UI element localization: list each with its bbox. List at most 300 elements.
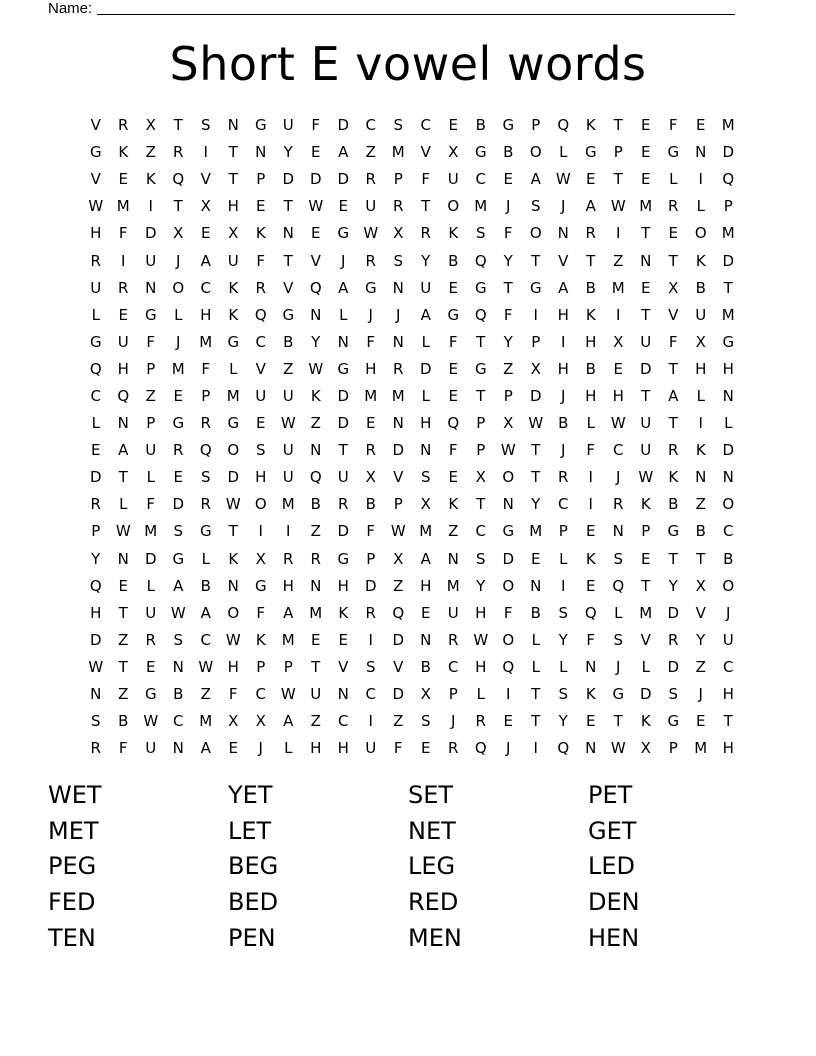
grid-letter: D	[337, 116, 350, 135]
grid-letter: G	[722, 332, 735, 351]
grid-letter: B	[695, 278, 706, 297]
grid-letter: F	[118, 224, 128, 243]
grid-letter: H	[90, 224, 102, 243]
grid-letter: K	[640, 712, 651, 731]
grid-letter: G	[172, 549, 185, 568]
grid-letter: Q	[89, 576, 102, 595]
grid-letter: F	[503, 603, 513, 622]
grid-letter: E	[421, 739, 431, 758]
grid-letter: G	[337, 549, 350, 568]
grid-row	[82, 681, 742, 708]
grid-letter: R	[668, 630, 679, 649]
grid-letter: L	[339, 305, 348, 324]
grid-letter: U	[722, 630, 734, 649]
grid-letter: K	[448, 224, 459, 243]
word-bank-item: PET	[588, 780, 633, 809]
grid-letter: U	[90, 278, 102, 297]
grid-letter: E	[613, 359, 623, 378]
grid-letter: D	[227, 468, 240, 487]
grid-letter: C	[255, 685, 266, 704]
grid-letter: X	[420, 685, 431, 704]
grid-letter: D	[502, 549, 515, 568]
grid-letter: Y	[503, 332, 513, 351]
grid-letter: X	[365, 468, 376, 487]
grid-letter: O	[722, 495, 735, 514]
grid-letter: P	[531, 332, 541, 351]
grid-letter: R	[668, 197, 679, 216]
grid-letter: M	[281, 495, 295, 514]
grid-letter: Z	[145, 143, 156, 162]
name-label: Name:	[48, 0, 93, 17]
grid-letter: T	[476, 332, 486, 351]
grid-letter: T	[531, 251, 541, 270]
grid-letter: W	[390, 522, 406, 541]
grid-letter: S	[558, 603, 569, 622]
grid-letter: A	[118, 441, 129, 460]
grid-row	[82, 518, 742, 545]
grid-letter: C	[200, 278, 211, 297]
word-bank-item: YET	[228, 780, 273, 809]
grid-letter: J	[258, 739, 263, 758]
grid-letter: J	[368, 305, 373, 324]
word-bank-item: LET	[228, 816, 272, 845]
grid-letter: F	[201, 359, 211, 378]
grid-letter: H	[420, 414, 432, 433]
grid-letter: Z	[613, 251, 624, 270]
word-bank-item: RED	[408, 888, 459, 917]
grid-letter: S	[393, 116, 404, 135]
grid-letter: D	[529, 386, 542, 405]
grid-letter: P	[393, 495, 403, 514]
grid-letter: Z	[393, 576, 404, 595]
grid-letter: D	[722, 143, 735, 162]
grid-letter: G	[89, 143, 102, 162]
grid-letter: Z	[365, 143, 376, 162]
grid-letter: D	[172, 495, 185, 514]
grid-letter: C	[173, 712, 184, 731]
grid-letter: T	[586, 251, 596, 270]
grid-letter: B	[723, 549, 734, 568]
grid-letter: W	[500, 441, 516, 460]
grid-letter: M	[364, 386, 378, 405]
grid-letter: W	[528, 414, 544, 433]
grid-letter: K	[640, 495, 651, 514]
grid-letter: C	[475, 170, 486, 189]
grid-letter: W	[225, 495, 241, 514]
grid-letter: D	[337, 522, 350, 541]
grid-letter: E	[586, 712, 596, 731]
grid-letter: K	[255, 224, 266, 243]
grid-row	[82, 139, 742, 166]
grid-letter: E	[448, 278, 458, 297]
grid-letter: P	[503, 386, 513, 405]
grid-letter: G	[667, 143, 680, 162]
grid-letter: E	[668, 224, 678, 243]
grid-letter: Z	[200, 685, 211, 704]
grid-letter: I	[616, 224, 621, 243]
grid-letter: R	[365, 441, 376, 460]
grid-letter: D	[639, 359, 652, 378]
grid-letter: B	[310, 495, 321, 514]
grid-letter: D	[309, 170, 322, 189]
grid-letter: L	[724, 414, 733, 433]
grid-letter: F	[503, 305, 513, 324]
word-bank-item: GET	[588, 816, 637, 845]
grid-row	[82, 600, 742, 627]
grid-letter: N	[90, 685, 102, 704]
grid-letter: R	[145, 630, 156, 649]
grid-letter: I	[121, 251, 126, 270]
grid-letter: O	[227, 603, 240, 622]
grid-letter: T	[311, 657, 321, 676]
grid-letter: T	[283, 197, 293, 216]
grid-letter: X	[228, 224, 239, 243]
grid-letter: M	[116, 197, 130, 216]
grid-letter: F	[366, 332, 376, 351]
grid-letter: N	[420, 441, 432, 460]
grid-letter: E	[421, 603, 431, 622]
grid-letter: A	[338, 278, 349, 297]
grid-letter: E	[338, 630, 348, 649]
grid-letter: D	[667, 657, 680, 676]
grid-letter: U	[310, 685, 322, 704]
grid-letter: T	[723, 278, 733, 297]
grid-letter: S	[420, 712, 431, 731]
grid-letter: U	[640, 414, 652, 433]
grid-letter: G	[144, 305, 157, 324]
grid-letter: V	[640, 630, 651, 649]
grid-letter: S	[475, 224, 486, 243]
grid-letter: G	[337, 224, 350, 243]
grid-letter: V	[200, 170, 211, 189]
grid-letter: I	[368, 630, 373, 649]
grid-letter: X	[668, 278, 679, 297]
grid-letter: U	[337, 468, 349, 487]
grid-letter: X	[448, 143, 459, 162]
grid-letter: E	[641, 278, 651, 297]
grid-letter: H	[200, 305, 212, 324]
grid-letter: S	[200, 468, 211, 487]
grid-letter: Z	[695, 657, 706, 676]
grid-letter: C	[613, 441, 624, 460]
grid-letter: D	[144, 549, 157, 568]
grid-letter: L	[669, 170, 678, 189]
grid-letter: X	[640, 739, 651, 758]
grid-letter: G	[612, 685, 625, 704]
grid-letter: V	[668, 305, 679, 324]
grid-letter: Q	[309, 278, 322, 297]
word-bank-item: TEN	[48, 924, 96, 953]
grid-letter: D	[667, 603, 680, 622]
grid-letter: U	[447, 170, 459, 189]
grid-letter: T	[118, 657, 128, 676]
grid-letter: I	[286, 522, 291, 541]
grid-letter: N	[722, 386, 734, 405]
word-bank-row	[48, 777, 768, 813]
grid-letter: J	[561, 441, 566, 460]
grid-letter: R	[585, 224, 596, 243]
grid-letter: E	[311, 630, 321, 649]
grid-letter: Q	[447, 414, 460, 433]
grid-letter: B	[530, 603, 541, 622]
grid-letter: I	[368, 712, 373, 731]
grid-letter: T	[613, 712, 623, 731]
grid-letter: X	[255, 549, 266, 568]
grid-letter: K	[145, 170, 156, 189]
grid-row	[82, 735, 742, 762]
grid-letter: N	[117, 414, 129, 433]
grid-letter: B	[200, 576, 211, 595]
grid-letter: G	[227, 332, 240, 351]
grid-letter: T	[531, 685, 541, 704]
word-bank-item: LEG	[408, 852, 456, 881]
grid-letter: W	[198, 657, 214, 676]
grid-letter: M	[639, 603, 653, 622]
grid-letter: T	[668, 549, 678, 568]
grid-letter: N	[585, 739, 597, 758]
grid-letter: P	[641, 522, 651, 541]
grid-letter: V	[90, 116, 101, 135]
grid-letter: A	[558, 278, 569, 297]
grid-letter: N	[337, 685, 349, 704]
grid-letter: M	[721, 305, 735, 324]
grid-letter: E	[503, 712, 513, 731]
grid-letter: N	[145, 278, 157, 297]
grid-letter: J	[561, 386, 566, 405]
grid-letter: E	[366, 414, 376, 433]
grid-letter: F	[118, 739, 128, 758]
grid-letter: E	[448, 468, 458, 487]
grid-letter: K	[228, 278, 239, 297]
grid-row	[82, 491, 742, 518]
grid-letter: N	[227, 116, 239, 135]
grid-letter: H	[310, 739, 322, 758]
grid-letter: Y	[696, 630, 706, 649]
grid-letter: L	[531, 657, 540, 676]
word-bank-item: WET	[48, 780, 102, 809]
grid-letter: Q	[612, 576, 625, 595]
grid-letter: A	[420, 549, 431, 568]
grid-letter: M	[281, 630, 295, 649]
name-line	[48, 0, 735, 20]
grid-letter: J	[176, 332, 181, 351]
grid-row	[82, 275, 742, 302]
word-bank-row	[48, 920, 768, 956]
grid-letter: B	[503, 143, 514, 162]
grid-letter: V	[695, 603, 706, 622]
grid-letter: H	[612, 386, 624, 405]
grid-letter: U	[282, 386, 294, 405]
grid-letter: A	[173, 576, 184, 595]
grid-letter: G	[254, 116, 267, 135]
grid-letter: T	[531, 468, 541, 487]
grid-letter: T	[723, 712, 733, 731]
grid-letter: I	[148, 197, 153, 216]
grid-letter: M	[721, 116, 735, 135]
grid-letter: F	[146, 332, 156, 351]
grid-letter: N	[695, 143, 707, 162]
grid-letter: P	[668, 739, 678, 758]
grid-letter: J	[726, 603, 731, 622]
grid-letter: I	[258, 522, 263, 541]
grid-letter: F	[256, 603, 266, 622]
grid-letter: R	[255, 278, 266, 297]
grid-letter: W	[555, 170, 571, 189]
grid-row	[82, 356, 742, 383]
grid-letter: R	[118, 278, 129, 297]
grid-letter: Z	[145, 386, 156, 405]
word-bank-item: SET	[408, 780, 454, 809]
grid-letter: F	[366, 522, 376, 541]
grid-letter: J	[451, 712, 456, 731]
grid-letter: U	[420, 278, 432, 297]
grid-letter: P	[448, 685, 458, 704]
grid-letter: E	[641, 116, 651, 135]
grid-letter: F	[586, 630, 596, 649]
grid-letter: R	[173, 143, 184, 162]
grid-letter: Z	[503, 359, 514, 378]
word-bank	[48, 777, 768, 956]
grid-letter: N	[447, 549, 459, 568]
grid-letter: R	[558, 468, 569, 487]
grid-letter: X	[613, 332, 624, 351]
grid-letter: K	[585, 549, 596, 568]
grid-letter: F	[228, 685, 238, 704]
grid-letter: L	[201, 549, 210, 568]
grid-letter: B	[475, 116, 486, 135]
grid-letter: M	[199, 332, 213, 351]
word-bank-item: DEN	[588, 888, 640, 917]
grid-letter: M	[144, 522, 158, 541]
grid-letter: P	[366, 549, 376, 568]
grid-letter: N	[172, 657, 184, 676]
grid-letter: K	[310, 386, 321, 405]
grid-letter: V	[338, 657, 349, 676]
grid-letter: C	[475, 522, 486, 541]
grid-letter: I	[561, 576, 566, 595]
grid-letter: A	[200, 251, 211, 270]
grid-letter: D	[392, 685, 405, 704]
grid-letter: V	[393, 468, 404, 487]
grid-letter: H	[282, 576, 294, 595]
grid-letter: T	[118, 603, 128, 622]
grid-letter: C	[255, 332, 266, 351]
grid-letter: S	[173, 522, 184, 541]
grid-letter: R	[283, 549, 294, 568]
grid-letter: U	[640, 441, 652, 460]
grid-letter: E	[118, 576, 128, 595]
grid-letter: V	[90, 170, 101, 189]
grid-letter: D	[144, 224, 157, 243]
grid-letter: E	[118, 305, 128, 324]
grid-letter: I	[616, 305, 621, 324]
grid-letter: O	[529, 224, 542, 243]
grid-letter: L	[229, 359, 238, 378]
grid-letter: C	[723, 657, 734, 676]
grid-row	[82, 410, 742, 437]
grid-letter: G	[364, 278, 377, 297]
grid-letter: H	[255, 468, 267, 487]
grid-letter: Y	[421, 251, 431, 270]
grid-letter: T	[668, 414, 678, 433]
grid-letter: U	[282, 468, 294, 487]
grid-letter: U	[145, 441, 157, 460]
grid-letter: D	[337, 414, 350, 433]
grid-letter: K	[118, 143, 129, 162]
grid-letter: P	[531, 116, 541, 135]
grid-letter: H	[585, 386, 597, 405]
grid-letter: G	[254, 576, 267, 595]
word-bank-row	[48, 849, 768, 885]
grid-letter: R	[118, 116, 129, 135]
grid-letter: E	[173, 468, 183, 487]
grid-letter: T	[283, 251, 293, 270]
grid-letter: Q	[557, 116, 570, 135]
grid-letter: N	[392, 414, 404, 433]
grid-letter: A	[530, 170, 541, 189]
grid-letter: B	[420, 657, 431, 676]
grid-letter: G	[584, 143, 597, 162]
grid-letter: X	[145, 116, 156, 135]
grid-letter: S	[530, 197, 541, 216]
grid-letter: B	[695, 522, 706, 541]
grid-letter: G	[667, 712, 680, 731]
grid-letter: S	[668, 685, 679, 704]
grid-letter: M	[529, 522, 543, 541]
grid-letter: T	[118, 468, 128, 487]
grid-letter: C	[558, 495, 569, 514]
grid-letter: S	[200, 116, 211, 135]
grid-letter: H	[475, 657, 487, 676]
grid-letter: T	[641, 386, 651, 405]
grid-letter: K	[255, 630, 266, 649]
grid-letter: U	[282, 116, 294, 135]
grid-letter: Y	[283, 143, 293, 162]
grid-letter: X	[695, 332, 706, 351]
word-bank-item: HEN	[588, 924, 640, 953]
grid-letter: M	[611, 278, 625, 297]
grid-letter: O	[227, 441, 240, 460]
grid-letter: F	[421, 170, 431, 189]
grid-letter: Q	[89, 359, 102, 378]
word-bank-item: MEN	[408, 924, 462, 953]
grid-letter: G	[199, 522, 212, 541]
grid-letter: M	[171, 359, 185, 378]
name-blank[interactable]	[97, 0, 735, 15]
grid-letter: U	[447, 603, 459, 622]
grid-letter: B	[668, 495, 679, 514]
grid-letter: I	[698, 414, 703, 433]
grid-letter: L	[614, 603, 623, 622]
grid-letter: A	[200, 603, 211, 622]
grid-letter: G	[282, 305, 295, 324]
grid-letter: T	[668, 359, 678, 378]
grid-letter: H	[722, 359, 734, 378]
grid-letter: P	[283, 657, 293, 676]
grid-letter: T	[641, 305, 651, 324]
grid-letter: B	[118, 712, 129, 731]
page-title: Short E vowel words	[169, 37, 647, 91]
grid-letter: D	[282, 170, 295, 189]
grid-letter: U	[640, 332, 652, 351]
grid-letter: G	[337, 359, 350, 378]
grid-letter: D	[337, 386, 350, 405]
grid-letter: C	[365, 116, 376, 135]
grid-letter: K	[228, 305, 239, 324]
grid-letter: T	[421, 197, 431, 216]
grid-letter: E	[448, 116, 458, 135]
grid-letter: N	[722, 468, 734, 487]
